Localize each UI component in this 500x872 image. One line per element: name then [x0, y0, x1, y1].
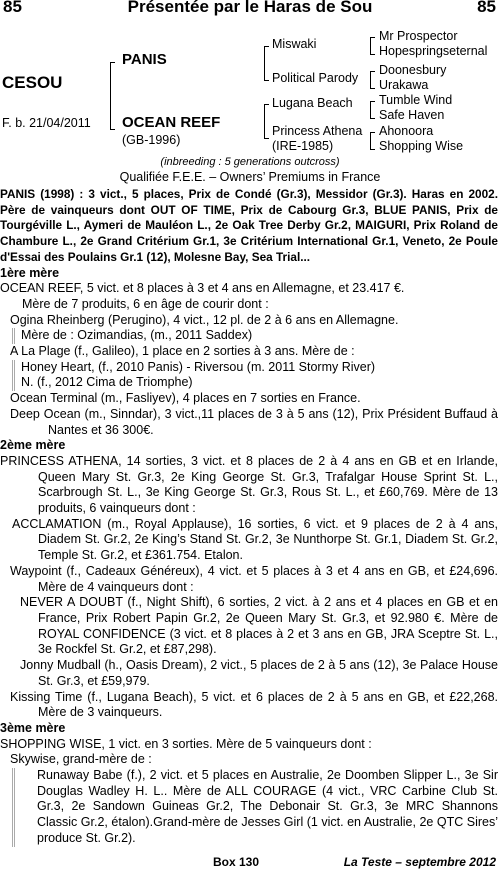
produce-a-la-plage-offspring-1: Honey Heart, (f., 2010 Panis) - Riversou (m. 2011 Stormy River)	[12, 360, 498, 376]
first-dam-line: OCEAN REEF, 5 vict. et 8 places à 3 et 4 ans en Allemagne, et 23.417 €.	[0, 281, 405, 296]
qualification-note: Qualifiée F.E.E. – Owners’ Premiums in France	[119, 170, 381, 184]
kissing-time: Kissing Time (f., Lugana Beach), 5 vict. et 6 places de 2 à 5 ans en GB, et £22,268. Mère de 3 vainqueurs.	[10, 689, 498, 720]
dam-origin: (GB-1996)	[122, 133, 181, 147]
horse-info: F. b. 21/04/2011	[2, 116, 91, 130]
gen4-6: Safe Haven	[379, 108, 445, 122]
skywise: Skywise, grand-mère de :	[10, 752, 152, 767]
first-dam-produce-intro: Mère de 7 produits, 6 en âge de courir dont :	[22, 296, 269, 311]
sire-dam: Political Parody	[272, 71, 359, 85]
place-date: La Teste – septembre 2012	[343, 855, 496, 869]
dam-sire: Lugana Beach	[272, 96, 353, 110]
gen4-8: Shopping Wise	[379, 139, 464, 153]
princess-athena: PRINCESS ATHENA, 14 sorties, 3 vict. et 8 places de 2 à 4 ans en GB et en Irlande, Queen Mary St. Gr.3, 2e King George St. Gr.3, Trafalgar House Sprint St. L., Scarbrough St. L., 3e King George St. Gr.3, Rous St. L., et £60,769. Mère de 13 produits, 6 vainqueurs dont :	[0, 453, 498, 516]
never-a-doubt: NEVER A DOUBT (f., Night Shift), 6 sorties, 2 vict. à 2 ans et 4 places en GB et en France, Prix Robert Papin Gr.2, 2e Queen Mary St. Gr.3, et 92.980 €. Mère de ROYAL CONFIDENCE (3 vict. et 8 places à 2 et 3 ans en GB, JRA Sceptre St. L., 3e Rockfel St. Gr.2, et £87,298).	[20, 595, 498, 657]
gen4-1: Mr Prospector	[379, 29, 458, 43]
produce-ocean-terminal: Ocean Terminal (m., Fasliyev), 4 places en 7 sorties en France.	[10, 391, 361, 406]
heading-first-dam: 1ère mère	[0, 265, 60, 280]
page-number-right: 85	[477, 0, 496, 16]
box-number: Box 130	[213, 855, 260, 869]
horse-name: CESOU	[2, 73, 63, 92]
sire-paragraph: PANIS (1998) : 3 vict., 5 places, Prix de Condé (Gr.3), Messidor (Gr.3). Haras en 2002. Père de vainqueurs dont OUT OF TIME, Prix de Cabourg Gr.3, BLUE PANIS, Prix de Tourgéville L., Aymeri de Mauléon L., 2e Oak Tree Derby Gr.2, MAIGURI, Prix Roland de Chambure L., 2e Grand Critérium Gr.1, 3e Critérium International Gr.1, Veneto, 2e Poule d'Essai des Poulains Gr.1 (12), Molesne Bay, Sea Trial...	[0, 187, 498, 264]
gen4-7: Ahonoora	[379, 124, 434, 138]
produce-a-la-plage: A La Plage (f., Galileo), 1 place en 2 sorties à 3 ans. Mère de :	[10, 344, 355, 359]
shopping-wise: SHOPPING WISE, 1 vict. en 3 sorties. Mère de 5 vainqueurs dont :	[0, 736, 372, 751]
produce-ogina: Ogina Rheinberg (Perugino), 4 vict., 12 pl. de 2 à 6 ans en Allemagne.	[10, 312, 399, 327]
gen4-2: Hopespringseternal	[379, 44, 488, 58]
catalogue-text	[0, 187, 498, 847]
waypoint: Waypoint (f., Cadeaux Généreux), 4 vict. et 5 places à 3 et 4 ans en GB, et £24,696. Mère de 4 vainqueurs dont :	[10, 563, 498, 594]
gen4-3: Doonesbury	[379, 63, 447, 77]
sire-sire: Miswaki	[272, 37, 317, 51]
gen4-4: Urakawa	[379, 78, 429, 92]
acclamation: ACCLAMATION (m., Royal Applause), 16 sorties, 6 vict. et 9 places de 2 à 4 ans, Diadem St. Gr.2, 2e King’s Stand St. Gr.2, 3e Nunthorpe St. Gr.1, Diadem St. Gr.2, Temple St. Gr.2, et £361.754. Etalon.	[12, 516, 498, 563]
produce-a-la-plage-offspring-2: N. (f., 2012 Cima de Triomphe)	[12, 375, 498, 391]
dam-dam: Princess Athena	[272, 124, 363, 138]
gen4-5: Tumble Wind	[379, 93, 453, 107]
page-title: Présentée par le Haras de Sou	[127, 0, 373, 16]
sire-name: PANIS	[122, 51, 167, 68]
heading-third-dam: 3ème mère	[0, 720, 66, 735]
produce-ogina-offspring: Mère de : Ozimandias, (m., 2011 Saddex)	[12, 328, 498, 344]
heading-second-dam: 2ème mère	[0, 438, 66, 453]
page-number-left: 85	[3, 0, 22, 16]
inbreeding-note: (inbreeding : 5 generations outcross)	[160, 156, 340, 168]
dam-dam-origin: (IRE-1985)	[272, 139, 334, 153]
produce-deep-ocean: Deep Ocean (m., Sinndar), 3 vict.,11 places de 3 à 5 ans (12), Prix Président Buffaud à Nantes et 36 300€.	[10, 406, 498, 437]
jonny-mudball: Jonny Mudball (h., Oasis Dream), 2 vict., 5 places de 2 à 5 ans (12), 3e Palace House St. Gr.3, et £59,979.	[20, 658, 498, 688]
runaway-babe: Runaway Babe (f.), 2 vict. et 5 places en Australie, 2e Doomben Slipper L., 3e Sir Douglas Wadley H. L.. Mère de ALL COURAGE (4 vict., VRC Carbine Club St. Gr.3, 2e Sandown Guineas Gr.2, The Debonair St. Gr.3, 3e MRC Shannons Classic Gr.2, étalon).Grand-mère de Jesses Girl (1 vict. en Australie, 2e QTC Sires’ produce St. Gr.2).	[12, 768, 498, 847]
dam-name: OCEAN REEF	[122, 114, 221, 131]
